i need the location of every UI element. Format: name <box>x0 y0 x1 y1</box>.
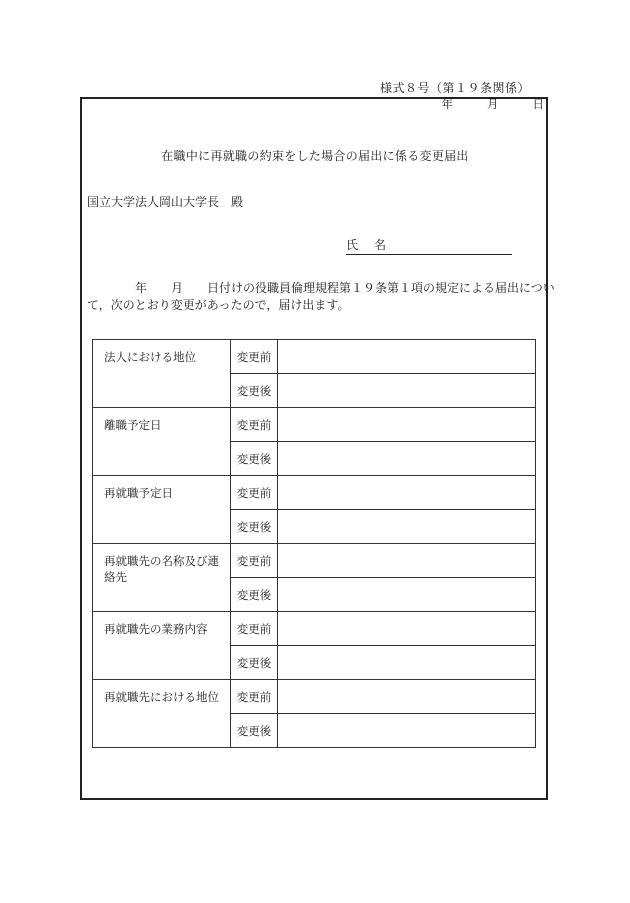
table-row <box>93 612 536 646</box>
changes-table <box>92 339 536 748</box>
day-label: 日 <box>532 97 544 111</box>
after-label: 変更後 <box>231 442 278 476</box>
before-label: 変更前 <box>231 340 278 374</box>
before-label: 変更前 <box>231 408 278 442</box>
row-label: 離職予定日 <box>93 408 231 476</box>
after-value-field[interactable] <box>278 714 536 748</box>
before-label: 変更前 <box>231 612 278 646</box>
row-label: 法人における地位 <box>93 340 231 408</box>
row-label: 再就職先の業務内容 <box>93 612 231 680</box>
table-row <box>93 408 536 442</box>
before-value-field[interactable] <box>278 340 536 374</box>
month-label: 月 <box>487 97 499 111</box>
after-value-field[interactable] <box>278 646 536 680</box>
table-row <box>93 680 536 714</box>
after-value-field[interactable] <box>278 510 536 544</box>
after-value-field[interactable] <box>278 374 536 408</box>
intro-paragraph <box>87 280 555 314</box>
before-label: 変更前 <box>231 680 278 714</box>
name-label: 氏 名 <box>346 238 389 252</box>
row-label: 再就職先の名称及び連絡先 <box>93 544 231 612</box>
table-row <box>93 476 536 510</box>
after-label: 変更後 <box>231 510 278 544</box>
before-label: 変更前 <box>231 544 278 578</box>
after-label: 変更後 <box>231 578 278 612</box>
before-value-field[interactable] <box>278 544 536 578</box>
date-line <box>442 96 545 112</box>
table-row <box>93 340 536 374</box>
table-row <box>93 544 536 578</box>
year-label: 年 <box>441 97 453 111</box>
intro-line-2: て，次のとおり変更があったので，届け出ます。 <box>87 298 350 312</box>
addressee: 国立大学法人岡山大学長 殿 <box>87 195 244 209</box>
form-number: 様式８号（第１９条関係） <box>379 81 530 95</box>
before-value-field[interactable] <box>278 476 536 510</box>
row-label: 再就職先における地位 <box>93 680 231 748</box>
after-label: 変更後 <box>231 374 278 408</box>
before-label: 変更前 <box>231 476 278 510</box>
name-field[interactable] <box>346 236 512 255</box>
after-label: 変更後 <box>231 646 278 680</box>
document-title: 在職中に再就職の約束をした場合の届出に係る変更届出 <box>161 149 469 163</box>
after-value-field[interactable] <box>278 442 536 476</box>
before-value-field[interactable] <box>278 408 536 442</box>
after-label: 変更後 <box>231 714 278 748</box>
after-value-field[interactable] <box>278 578 536 612</box>
before-value-field[interactable] <box>278 680 536 714</box>
before-value-field[interactable] <box>278 612 536 646</box>
intro-line-1: 年 月 日付けの役職員倫理規程第１９条第１項の規定による届出につい <box>87 281 555 295</box>
row-label: 再就職予定日 <box>93 476 231 544</box>
